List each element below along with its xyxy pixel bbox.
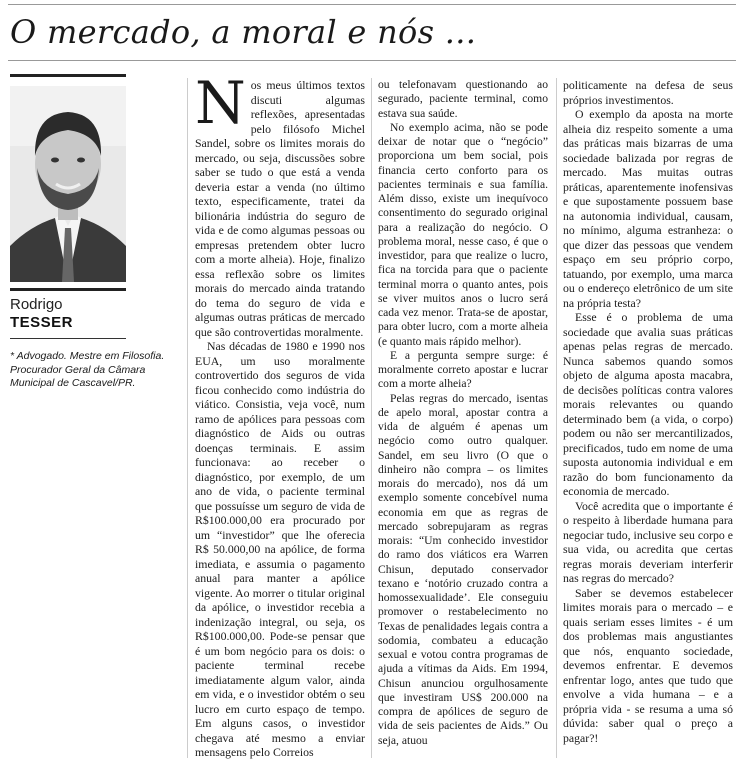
author-first-name: Rodrigo <box>10 296 63 313</box>
article-paragraph: Você acredita que o importante é o respeito à liberdade humana para negociar tudo, inclusive seu corpo e sua vida, ou acredita que certas regras morais deveriam interferir nas regras do mercado? <box>563 498 733 585</box>
column-divider <box>371 78 372 758</box>
author-photo <box>10 86 126 282</box>
article-paragraph: No exemplo acima, não se pode deixar de notar que o “negócio” proporciona um bem social, pois financia certo conforto para os pacientes terminais e sua família. Além disso, existe um inequívoco consentimento do segurado original para a realização do negócio. O problema moral, nesse caso, é que o investidor, para que realize o lucro, fica na torcida para que o paciente terminal morra o quanto antes, pois se viver muitos anos o lucro será cada vez menor. Trata-se de apostar, para obter lucro, com a morte alheia (e quanto mais rápido melhor). <box>378 120 548 348</box>
article-paragraph: politicamente na defesa de seus próprios investimentos. <box>563 78 733 107</box>
article-paragraph: Saber se devemos estabelecer limites morais para o mercado – e quais seriam esses limites - é um dos problemas mais angustiantes que nós, enquanto sociedade, devemos enfrentar. E devemos enfrentar logo, antes que tudo que envolve a vida humana – e a própria vida - se resuma a uma só dúvida: saber qual o preço a pagar?! <box>563 585 733 745</box>
column-divider <box>187 78 188 758</box>
article-paragraph: ou telefonavam questionando ao segurado, paciente terminal, como estava sua saúde. <box>378 78 548 120</box>
drop-cap: N <box>195 69 246 137</box>
column-divider <box>556 78 557 758</box>
article-column-2 <box>378 78 548 748</box>
article-column-1 <box>195 69 365 760</box>
author-last-name: TESSER <box>10 314 74 331</box>
article-paragraph: Pelas regras do mercado, isentas de apelo moral, apostar contra a vida de alguém é apenas um negócio como outro qualquer. Sandel, em seu livro (O que o dinheiro não compra – os limites morais do mercado), nos dá um exemplo somente concebível numa economia em que as regras de mercado sobrepujaram as regras morais: “Um conhecido investidor do ramo dos viáticos era Warren Chisun, deputado conservador texano e ‘notório cruzado contra a homossexualidade’. Ele conseguiu promover o restabelecimento no Texas de penalidades legais contra a sodomia, combateu a educação sexual e votou contra programas de ajuda a vítimas da Aids. Em 1994, Chisun anunciou orgulhosamente que investiram US$ 200.000 na compra de apólices de seguro de vida de seis pacientes de Aids.” Ou seja, atuou <box>378 391 548 747</box>
article-paragraph: Nos meus últimos textos discuti algumas reflexões, apresentadas pelo filósofo Michel Sandel, sobre os limites morais do mercado, ou seja, discussões sobre saber se tudo o que está a venda deveria estar a venda (no último texto, especificamente, tratei da bilionária indústria do seguro de vida e de como algumas pessoas ou empresas pretendem obter lucro com a morte alheia). Hoje, finalizo essa reflexão sobre os limites morais do mercado ainda tratando do tema do seguro de vida e algumas outras práticas de mercado que são controvertidas moralmente. <box>195 69 365 339</box>
headline-rule <box>8 60 736 61</box>
article-paragraph: E a pergunta sempre surge: é moralmente correto apostar e lucrar com a morte alheia? <box>378 348 548 391</box>
author-bio: * Advogado. Mestre em Filosofia. Procurador Geral da Câmara Municipal de Cascavel/PR. <box>10 350 165 389</box>
headline: O mercado, a moral e nós ... <box>10 13 477 51</box>
top-rule <box>8 4 736 5</box>
sidebar-rule <box>10 288 126 291</box>
article-paragraph: Nas décadas de 1980 e 1990 nos EUA, um uso moralmente controvertido dos seguros de vida ficou conhecido como indústria do viático. Consistia, veja você, num ramo de apólices para pessoas com diagnóstico de Aids ou outras doenças terminais. E assim funcionava: ao receber o diagnóstico, por exemplo, de um ano de vida, o paciente terminal que possuísse um seguro de vida de R$100.000,00 era procurado por um “investidor” que lhe oferecia R$ 50.000,00 na apólice, de forma imediata, e assumia o pagamento anual para manter a apólice vigente. Ao morrer o titular original da apólice, o investidor recebia a indenização integral, ou seja, os R$100.000,00. Pode-se pensar que é um bom negócio para os dois: o paciente terminal recebe imediatamente algum valor, ainda em vida, e o investidor obtém o seu lucro em curto espaço de tempo. Em alguns casos, o investidor chegava até mesmo a enviar mensagens pelo Correios <box>195 339 365 759</box>
sidebar-rule <box>10 338 126 339</box>
article-paragraph: Esse é o problema de uma sociedade que avalia suas práticas apenas pelas regras de mercado. Nunca sabemos quando somos objeto de alguma aposta macabra, de decisões políticas contra valores morais relevantes ou quando determinado bem (a vida, o corpo) podem ou não ser mercantilizados, precificados, tudo em nome de uma suposta autonomia individual e em razão do bom funcionamento da economia de mercado. <box>563 310 733 498</box>
article-paragraph: O exemplo da aposta na morte alheia diz respeito somente a uma das práticas mais bizarras de uma sociedade balizada por regras de mercado. Mas muitas outras práticas, aparentemente inofensivas e que supostamente possuem base na autonomia individual, causam, no mínimo, alguma estranheza: o que dizer das pessoas que vendem espaço em seu próprio corpo, tatuando, por exemplo, uma marca ou o endereço eletrônico de um site na própria testa? <box>563 107 733 310</box>
article-column-3 <box>563 78 733 745</box>
sidebar-rule <box>10 74 126 77</box>
